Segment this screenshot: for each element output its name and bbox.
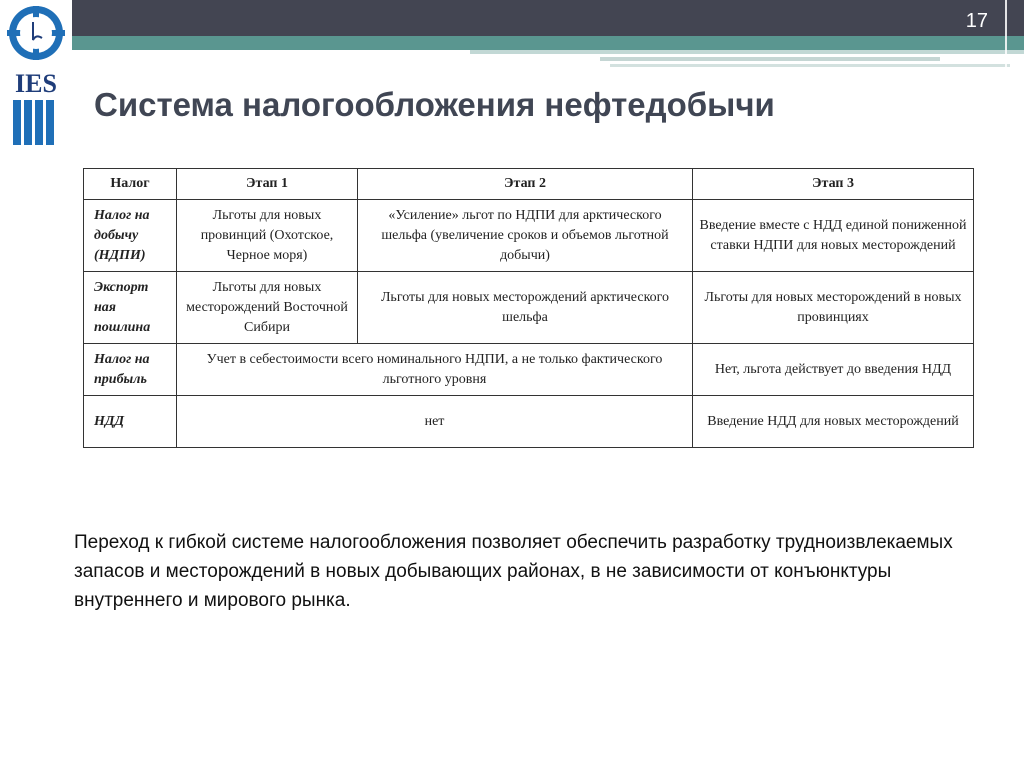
table-header-row: [84, 169, 974, 200]
column-header: Налог: [84, 169, 177, 200]
page-number: 17: [965, 10, 988, 32]
column-header: Этап 3: [693, 169, 974, 200]
decorative-stripe: [610, 64, 1010, 67]
table-row: [84, 272, 974, 344]
column-header: Этап 1: [177, 169, 358, 200]
table-cell: Учет в себестоимости всего номинального НДПИ, а не только фактического льготного уровня: [177, 344, 693, 396]
table-cell: Введение НДД для новых месторождений: [693, 396, 974, 448]
header-accent-bar: [0, 36, 1024, 50]
table-cell: «Усиление» льгот по НДПИ для арктического шельфа (увеличение сроков и объемов льготной добычи): [358, 200, 693, 272]
table-cell: Льготы для новых месторождений в новых провинциях: [693, 272, 974, 344]
tax-table: [83, 168, 974, 448]
table-cell: нет: [177, 396, 693, 448]
summary-paragraph: Переход к гибкой системе налогообложения позволяет обеспечить разработку трудноизвлекаемых запасов и месторождений в новых добывающих районах, в не зависимости от конъюнктуры внутреннего и мирового рынка.: [74, 532, 953, 611]
tax-name-cell: НДД: [84, 396, 177, 448]
header-bar: [0, 0, 1024, 36]
tax-name-cell: Налог на прибыль: [84, 344, 177, 396]
table-row: [84, 344, 974, 396]
column-header: Этап 2: [358, 169, 693, 200]
table-cell: Введение вместе с НДД единой пониженной ставки НДПИ для новых месторождений: [693, 200, 974, 272]
logo-text: IES: [15, 69, 57, 98]
table-cell: Льготы для новых месторождений Восточной Сибири: [177, 272, 358, 344]
page-title: Система налогообложения нефтедобычи: [94, 86, 775, 123]
table-row: [84, 200, 974, 272]
tax-name-cell: Экспорт ная пошлина: [84, 272, 177, 344]
decorative-stripe: [470, 50, 1024, 54]
table-cell: Льготы для новых месторождений арктического шельфа: [358, 272, 693, 344]
table-row: [84, 396, 974, 448]
decorative-stripe: [600, 57, 940, 61]
ies-logo: [0, 0, 72, 150]
table-cell: Нет, льгота действует до введения НДД: [693, 344, 974, 396]
tax-name-cell: Налог на добычу (НДПИ): [84, 200, 177, 272]
decorative-line: [1005, 0, 1007, 68]
table-cell: Льготы для новых провинций (Охотское, Черное моря): [177, 200, 358, 272]
